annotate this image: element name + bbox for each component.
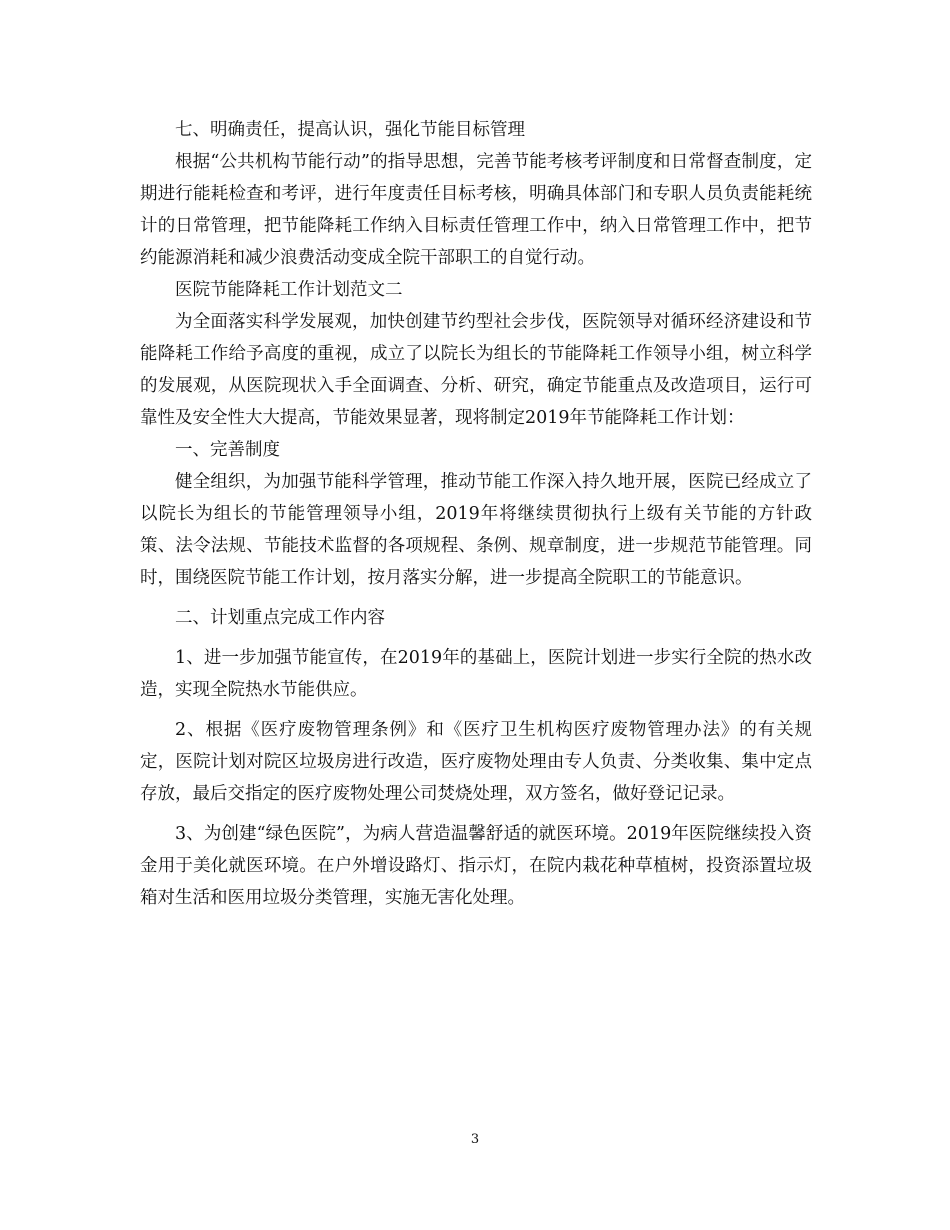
section-heading-2: 二、计划重点完成工作内容 — [175, 608, 385, 628]
list-item: 3、为创建“绿色医院”，为病人营造温馨舒适的就医环境。2019年医院继续投入资金用于美化就医环境。在户外增设路灯、指示灯，在院内栽花种草植树，投资添置垃圾箱对生活和医用垃圾分类管理，实施无害化处理。 — [140, 824, 812, 908]
paragraph: 根据“公共机构节能行动”的指导思想，完善节能考核考评制度和日常督查制度，定期进行能耗检查和考评，进行年度责任目标考核，明确具体部门和专职人员负责能耗统计的日常管理，把节能降耗工作纳入目标责任管理工作中，纳入日常管理工作中，把节约能源消耗和减少浪费活动变成全院干部职工的自觉行动。 — [140, 152, 812, 268]
section-heading-7: 七、明确责任，提高认识，强化节能目标管理 — [175, 120, 525, 140]
document-body — [140, 114, 812, 914]
section-heading-1: 一、完善制度 — [175, 440, 280, 460]
sub-title: 医院节能降耗工作计划范文二 — [175, 280, 403, 300]
page-number: 3 — [470, 1132, 480, 1147]
paragraph: 为全面落实科学发展观，加快创建节约型社会步伐，医院领导对循环经济建设和节能降耗工作给予高度的重视，成立了以院长为组长的节能降耗工作领导小组，树立科学的发展观，从医院现状入手全面调查、分析、研究，确定节能重点及改造项目，运行可靠性及安全性大大提高，节能效果显著，现将制定2019年节能降耗工作计划： — [140, 312, 812, 428]
list-item: 1、进一步加强节能宣传，在2019年的基础上，医院计划进一步实行全院的热水改造，实现全院热水节能供应。 — [140, 648, 812, 700]
list-item: 2、根据《医疗废物管理条例》和《医疗卫生机构医疗废物管理办法》的有关规定，医院计划对院区垃圾房进行改造，医疗废物处理由专人负责、分类收集、集中定点存放，最后交指定的医疗废物处理公司焚烧处理，双方签名，做好登记记录。 — [140, 720, 812, 804]
paragraph: 健全组织，为加强节能科学管理，推动节能工作深入持久地开展，医院已经成立了以院长为组长的节能管理领导小组，2019年将继续贯彻执行上级有关节能的方针政策、法令法规、节能技术监督的各项规程、条例、规章制度，进一步规范节能管理。同时，围绕医院节能工作计划，按月落实分解，进一步提高全院职工的节能意识。 — [140, 472, 812, 588]
